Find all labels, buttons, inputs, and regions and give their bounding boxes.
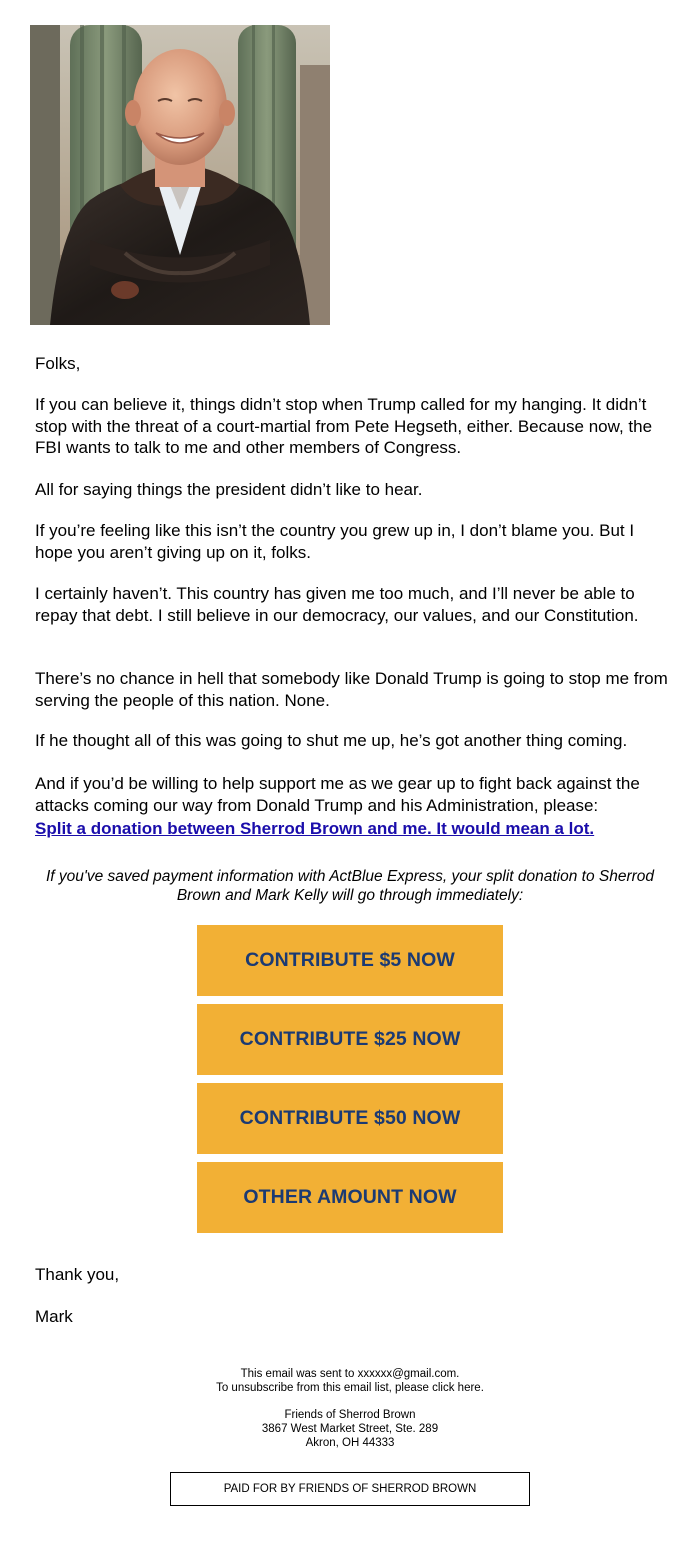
contribute-50-button[interactable]: CONTRIBUTE $50 NOW bbox=[197, 1083, 503, 1154]
footer-unsubscribe-prefix: To unsubscribe from this email list, please bbox=[216, 1382, 433, 1394]
letter-paragraph: There’s no chance in hell that somebody like Donald Trump is going to stop me from serving the people of this nation. None. bbox=[35, 669, 668, 710]
unsubscribe-link[interactable]: click here bbox=[432, 1382, 481, 1394]
letter-greeting: Folks, bbox=[35, 354, 81, 373]
recipient-email-link[interactable]: xxxxxx@gmail.com bbox=[357, 1368, 457, 1380]
other-amount-button[interactable]: OTHER AMOUNT NOW bbox=[197, 1162, 503, 1233]
footer-sent-prefix: This email was sent to bbox=[240, 1368, 358, 1380]
letter-paragraph: If you can believe it, things didn’t stop when Trump called for my hanging. It didn’t stop with the threat of a court-martial from Pete Hegseth, either. Because now, the FBI wants to talk to me and other members of Congress. bbox=[35, 395, 653, 457]
candidate-photo bbox=[30, 25, 330, 325]
contribute-5-button[interactable]: CONTRIBUTE $5 NOW bbox=[197, 925, 503, 996]
footer-sent-line bbox=[0, 1367, 700, 1381]
org-street: 3867 West Market Street, Ste. 289 bbox=[261, 1423, 439, 1435]
actblue-express-note: If you've saved payment information with ActBlue Express, your split donation to Sherrod Brown and Mark Kelly will go through immediately: bbox=[45, 868, 655, 904]
letter-paragraph: I certainly haven’t. This country has given me too much, and I’ll never be able to repay that debt. I still believe in our democracy, our values, and our Constitution. bbox=[35, 584, 639, 625]
contribute-25-button[interactable]: CONTRIBUTE $25 NOW bbox=[197, 1004, 503, 1075]
letter-paragraph: And if you’d be willing to help support me as we gear up to fight back against the attacks coming our way from Donald Trump and his Administration, please: bbox=[35, 774, 640, 815]
footer-unsubscribe-suffix: . bbox=[480, 1382, 484, 1394]
letter-signature: Mark bbox=[35, 1307, 73, 1326]
footer-notice bbox=[0, 1367, 700, 1395]
split-donation-link[interactable]: Split a donation between Sherrod Brown and me. It would mean a lot. bbox=[35, 819, 595, 838]
footer-sent-suffix: . bbox=[456, 1368, 460, 1380]
candidate-photo-art bbox=[30, 25, 330, 325]
footer-address bbox=[0, 1408, 700, 1450]
paid-for-disclaimer bbox=[170, 1472, 530, 1506]
footer-unsubscribe-line bbox=[0, 1381, 700, 1395]
letter-paragraph: All for saying things the president didn’t like to hear. bbox=[35, 480, 423, 499]
letter-paragraph: If you’re feeling like this isn’t the country you grew up in, I don’t blame you. But I hope you aren’t giving up on it, folks. bbox=[35, 521, 635, 562]
org-city: Akron, OH 44333 bbox=[305, 1437, 395, 1449]
letter-paragraph: If he thought all of this was going to shut me up, he’s got another thing coming. bbox=[35, 731, 628, 750]
paid-for-text: PAID FOR BY FRIENDS OF SHERROD BROWN bbox=[223, 1483, 477, 1495]
letter-closing: Thank you, bbox=[35, 1265, 120, 1284]
org-name: Friends of Sherrod Brown bbox=[284, 1409, 416, 1421]
